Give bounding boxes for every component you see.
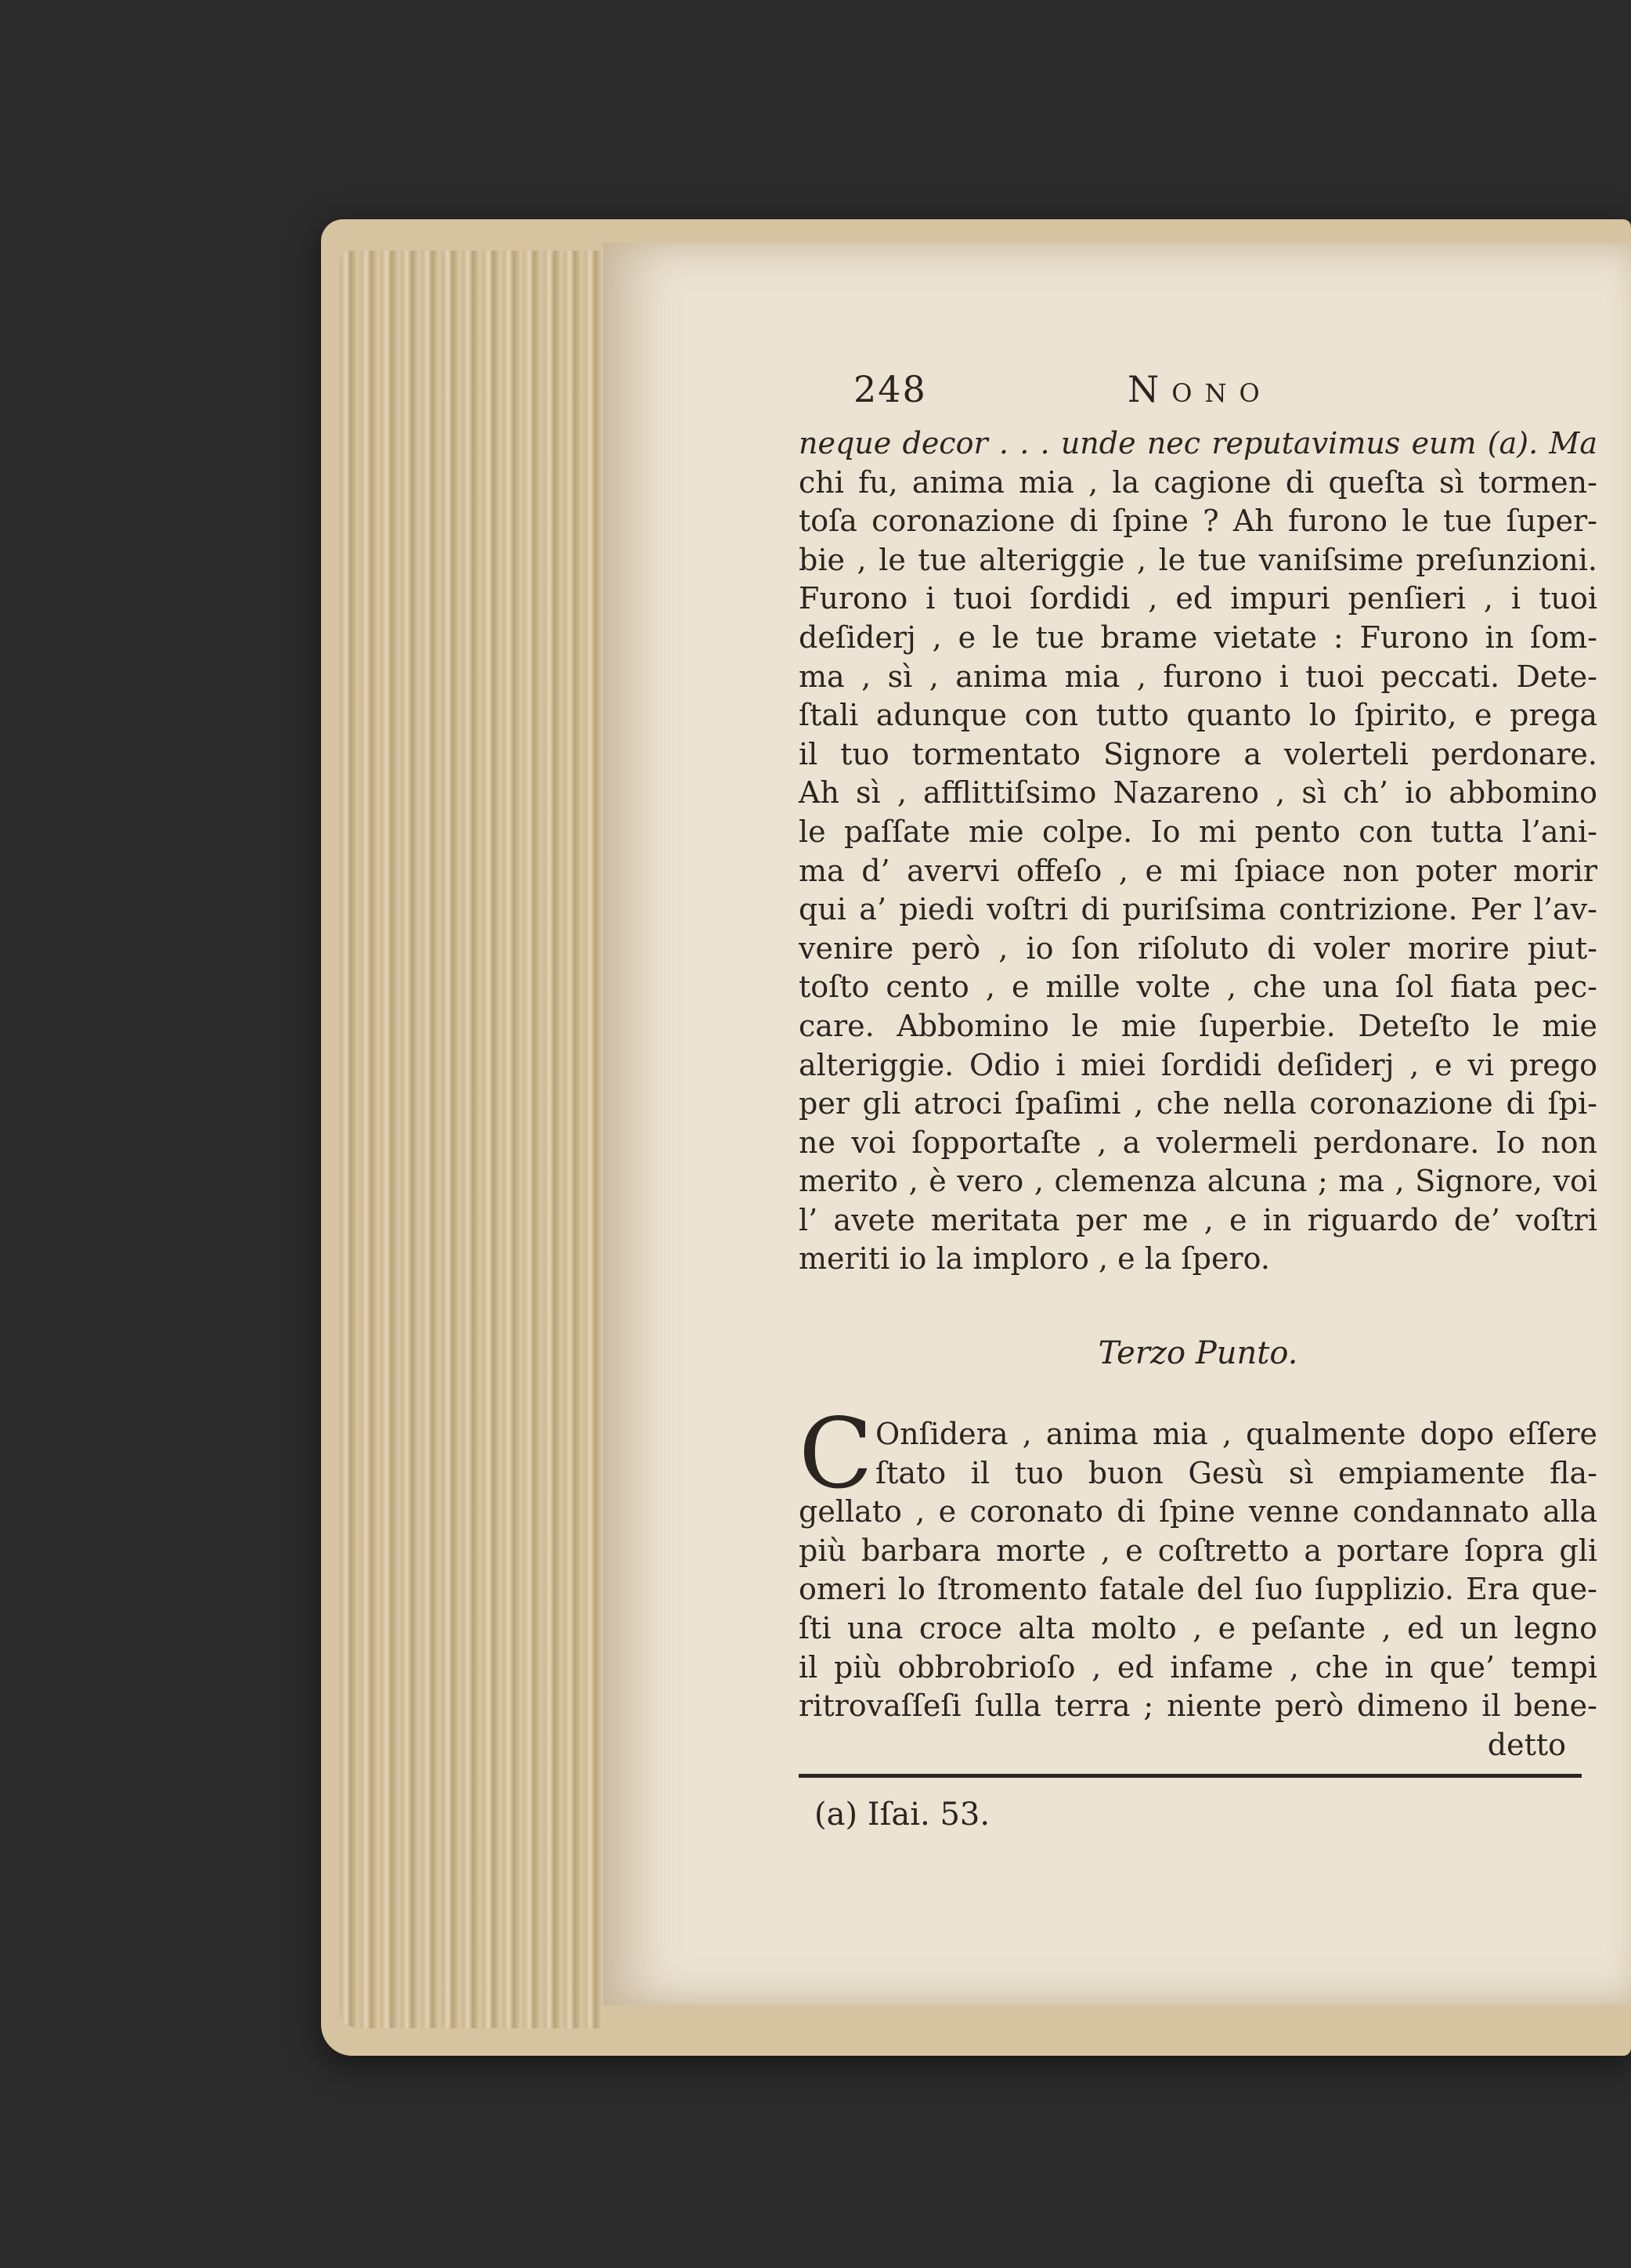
section-text xyxy=(799,1398,1597,1726)
text-line: chi fu, anima mia , la cagione di queſta sì tormen- xyxy=(799,464,1597,500)
text-line: per gli atroci ſpaſimi , che nella coronazione di ſpi- xyxy=(799,1086,1597,1121)
text-line: Furono i tuoi ſordidi , ed impuri penſieri , i tuoi xyxy=(799,581,1597,616)
text-line: alteriggie. Odio i miei ſordidi deſiderj , e vi prego xyxy=(799,1047,1597,1082)
text-line: care. Abbomino le mie ſuperbie. Deteſto le mie xyxy=(799,1008,1597,1043)
text-line: il più obbrobrioſo , ed infame , che in que’ tempi xyxy=(799,1649,1597,1685)
text-line: toſto cento , e mille volte , che una ſol fiata pec- xyxy=(799,970,1597,1005)
text-line: Onſidera , anima mia , qualmente dopo eſſere xyxy=(875,1417,1597,1452)
page-number: 248 xyxy=(853,368,927,410)
text-line: ne voi ſopportaſte , a volermeli perdonare. Io non xyxy=(799,1125,1597,1160)
drop-cap: C xyxy=(799,1398,873,1511)
text-line: ritrovaſſeſi ſulla terra ; niente però dimeno il bene- xyxy=(799,1688,1597,1724)
footnote: (a) Iſai. 53. xyxy=(814,1797,991,1833)
text-line: omeri lo ſtromento fatale del ſuo ſupplizio. Era que- xyxy=(799,1572,1597,1607)
text-line: meriti io la imploro , e la ſpero. xyxy=(799,1241,1270,1277)
text-line: le paſſate mie colpe. Io mi pento con tutta l’ani- xyxy=(799,814,1597,849)
running-head: Nono xyxy=(1128,368,1272,410)
text-line: più barbara morte , e coſtretto a portare ſopra gli xyxy=(799,1533,1597,1568)
text-line: ſtali adunque con tutto quanto lo ſpirito, e prega xyxy=(799,698,1597,733)
footnote-rule xyxy=(799,1774,1582,1778)
catchword: detto xyxy=(1487,1727,1566,1762)
text-line: il tuo tormentato Signore a volerteli perdonare. xyxy=(799,736,1597,771)
section-heading: Terzo Punto. xyxy=(1098,1335,1298,1372)
page-header xyxy=(799,368,1597,424)
text-line: ma , sì , anima mia , furono i tuoi peccati. Dete- xyxy=(799,659,1597,694)
text-line: ma d’ avervi offeſo , e mi ſpiace non poter morir xyxy=(799,853,1597,888)
text-line: ſti una croce alta molto , e peſante , ed un legno xyxy=(799,1611,1597,1646)
page-text xyxy=(799,368,1597,1844)
text-line: Ah sì , afflittiſsimo Nazareno , sì ch’ io abbomino xyxy=(799,775,1597,811)
body-text xyxy=(799,424,1597,1279)
text-line: deſiderj , e le tue brame vietate : Furono in ſom- xyxy=(799,619,1597,655)
text-line: venire però , io ſon riſoluto di voler morire piut- xyxy=(799,930,1597,966)
text-line: bie , le tue alteriggie , le tue vaniſsime preſunzioni. xyxy=(799,542,1597,577)
text-line: merito , è vero , clemenza alcuna ; ma , Signore, voi xyxy=(799,1164,1597,1199)
text-line: toſa coronazione di ſpine ? Ah furono le tue ſuper- xyxy=(799,504,1597,539)
text-line: neque decor . . . unde nec reputavimus eum (a). Ma xyxy=(799,426,1597,460)
text-line: gellato , e coronato di ſpine venne condannato alla xyxy=(799,1494,1597,1529)
text-line: ſtato il tuo buon Gesù sì empiamente fla- xyxy=(875,1455,1597,1490)
page-edges xyxy=(337,251,603,2028)
text-line: qui a’ piedi voſtri di puriſsima contrizione. Per l’av- xyxy=(799,892,1597,927)
text-line: l’ avete meritata per me , e in riguardo de’ voſtri xyxy=(799,1202,1597,1237)
